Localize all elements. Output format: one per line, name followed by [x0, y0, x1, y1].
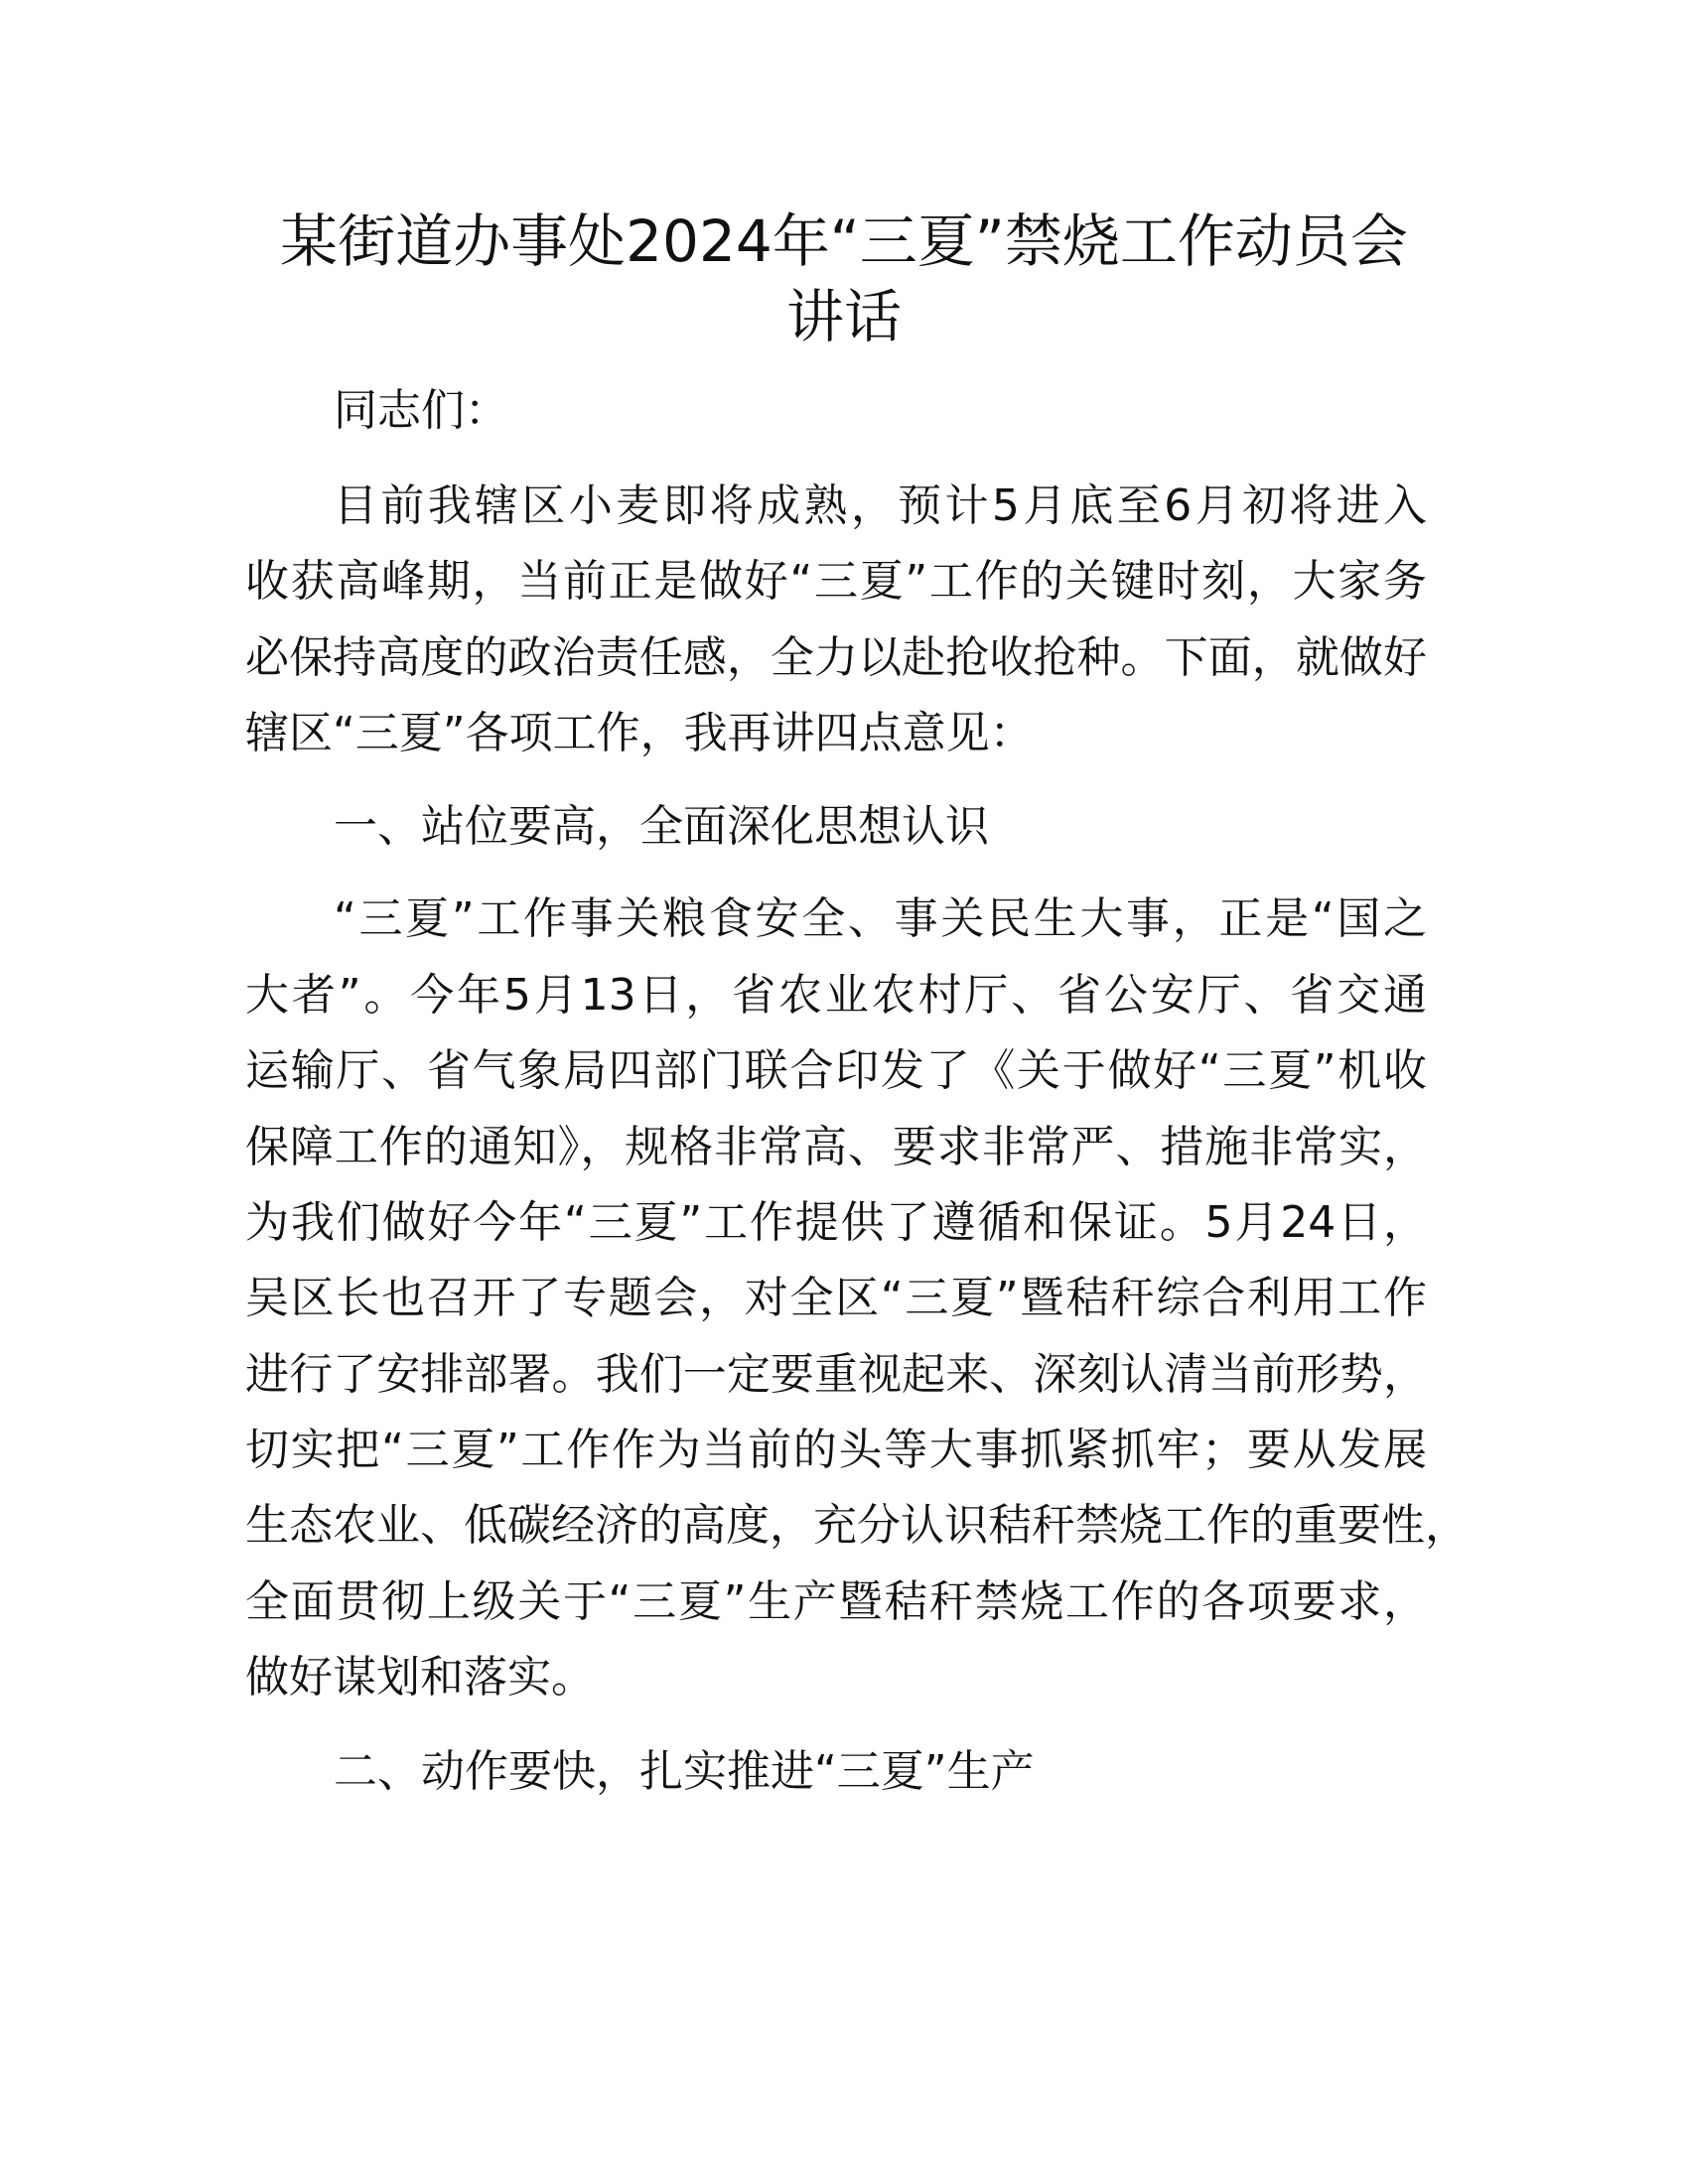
document-title-line-2: 讲话 [785, 283, 902, 350]
text-line: 运输厅、省气象局四部门联合印发了《关于做好“三夏”机收 [245, 1045, 1427, 1096]
section-heading-2: 二、动作要快，扎实推进“三夏”生产 [334, 1746, 1035, 1797]
text-line: 收获高峰期，当前正是做好“三夏”工作的关键时刻，大家务 [245, 556, 1427, 607]
text-line: 为我们做好今年“三夏”工作提供了遵循和保证。5月24日， [245, 1197, 1427, 1248]
text-line: 切实把“三夏”工作作为当前的头等大事抓紧抓牢；要从发展 [245, 1425, 1427, 1475]
text-line: 吴区长也召开了专题会，对全区“三夏”暨秸秆综合利用工作 [245, 1273, 1427, 1323]
text-line: 大者”。今年5月13日，省农业农村厅、省公安厅、省交通 [245, 970, 1427, 1021]
text-line: 辖区“三夏”各项工作，我再讲四点意见： [245, 708, 1034, 758]
text-line: 必保持高度的政治责任感，全力以赴抢收抢种。下面，就做好 [245, 632, 1427, 683]
text-line: 生态农业、低碳经济的高度，充分认识秸秆禁烧工作的重要性， [245, 1500, 1469, 1551]
text-line: 保障工作的通知》，规格非常高、要求非常严、措施非常实， [245, 1122, 1427, 1172]
text-line: 做好谋划和落实。 [245, 1652, 595, 1703]
salutation: 同志们： [334, 385, 508, 436]
text-line: 全面贯彻上级关于“三夏”生产暨秸秆禁烧工作的各项要求， [245, 1576, 1427, 1627]
text-line: “三夏”工作事关粮食安全、事关民生大事，正是“国之 [334, 893, 1427, 944]
text-line: 进行了安排部署。我们一定要重视起来、深刻认清当前形势， [245, 1349, 1427, 1400]
section-heading-1: 一、站位要高，全面深化思想认识 [334, 801, 989, 852]
document-title-line-1: 某街道办事处2024年“三夏”禁烧工作动员会 [280, 207, 1408, 275]
text-line: 目前我辖区小麦即将成熟，预计5月底至6月初将进入 [334, 480, 1427, 531]
